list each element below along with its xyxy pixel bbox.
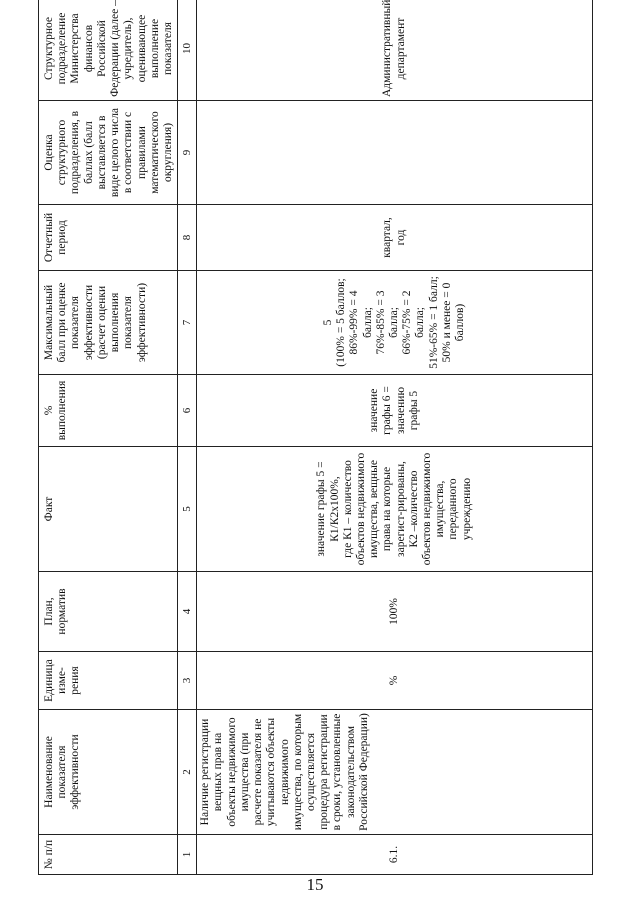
- colnum-3: 3: [178, 652, 197, 710]
- colnum-5: 5: [178, 447, 197, 572]
- header-row: [39, 0, 178, 875]
- header-score: Оценка структурного подразделения, в баллах (балл выставляется в виде целого числа в соответствии с правилами математического округления): [39, 101, 178, 205]
- header-name: Наименование показателя эффективности: [39, 710, 178, 835]
- colnum-7: 7: [178, 271, 197, 375]
- row-max-score: 5 (100% = 5 баллов; 86%-99% = 4 балла; 76%-85% = 3 балла; 66%-75% = 2 балла; 51%-65% = 1 балл; 50% и менее = 0 баллов): [197, 271, 593, 375]
- row-score: [197, 101, 593, 205]
- header-pct: % выполнения: [39, 375, 178, 447]
- colnum-10: 10: [178, 0, 197, 101]
- row-pct: значение графы 6 = значению графы 5: [197, 375, 593, 447]
- colnum-2: 2: [178, 710, 197, 835]
- table-row: [197, 0, 593, 875]
- page-number: 15: [306, 875, 324, 894]
- row-period: квартал, год: [197, 205, 593, 271]
- row-plan: 100%: [197, 572, 593, 652]
- column-number-row: [178, 0, 197, 875]
- indicator-table: [38, 0, 593, 875]
- colnum-1: 1: [178, 835, 197, 875]
- colnum-6: 6: [178, 375, 197, 447]
- colnum-4: 4: [178, 572, 197, 652]
- header-dept: Структурное подразделение Министерства финансов Российской Федерации (далее – учредитель), оценивающее выполнение показателя: [39, 0, 178, 101]
- row-fact: значение графы 5 = К1/К2х100%, где К1 – количество объектов недвижимого имущества, вещные права на которые зарегист-рированы, К2 –количество объектов недвижимого имущества, переданного учреждению: [197, 447, 593, 572]
- colnum-9: 9: [178, 101, 197, 205]
- header-max: Максимальный балл при оценке показателя эффективности (расчет оценки выполнения показателя эффективности): [39, 271, 178, 375]
- header-fact: Факт: [39, 447, 178, 572]
- header-unit: Единица изме-рения: [39, 652, 178, 710]
- row-indicator-name: Наличие регистрации вещных прав на объекты недвижимого имущества (при расчете показателя не учитываются объекты недвижимого имущества, по которым осуществляется процедура регистрации в сроки, установленные законодательством Российской Федерации): [197, 710, 593, 835]
- row-num: 6.1.: [197, 835, 593, 875]
- colnum-8: 8: [178, 205, 197, 271]
- row-dept: Административный департамент: [197, 0, 593, 101]
- header-period: Отчетный период: [39, 205, 178, 271]
- header-plan: План, норматив: [39, 572, 178, 652]
- header-num: № п/п: [39, 835, 178, 875]
- row-unit: %: [197, 652, 593, 710]
